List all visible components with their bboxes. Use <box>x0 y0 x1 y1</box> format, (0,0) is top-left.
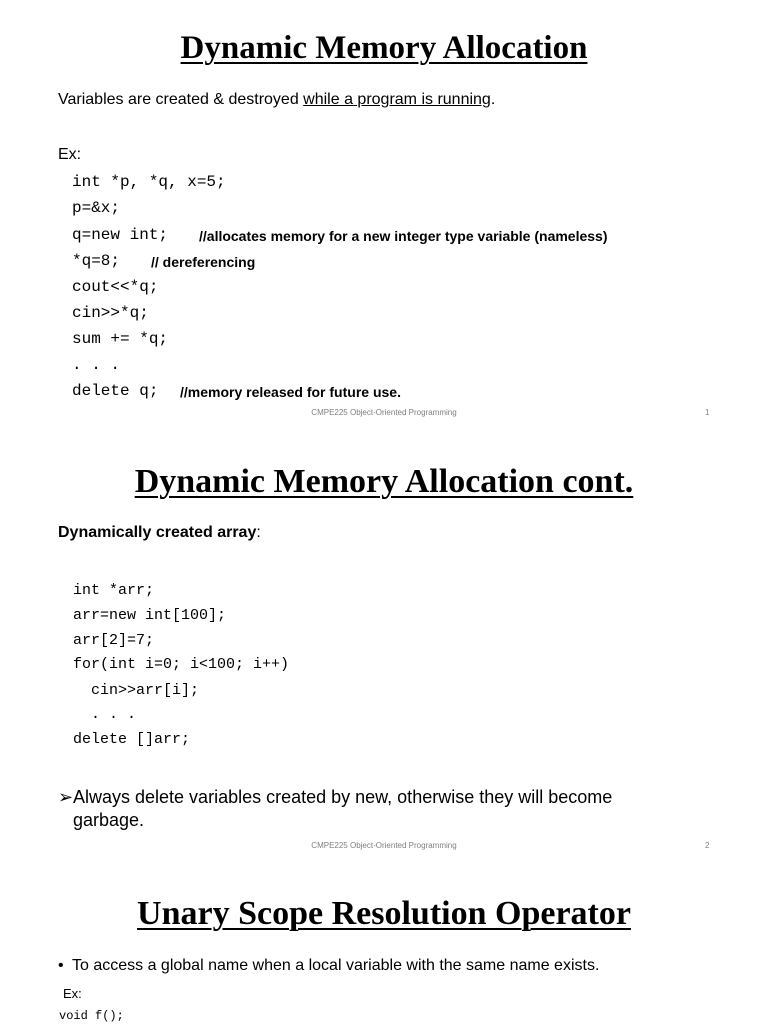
code-line: . . . <box>73 706 137 723</box>
code-line: int *p, *q, x=5; <box>72 173 226 191</box>
code-comment: //allocates memory for a new integer type variable (nameless) <box>199 228 608 244</box>
slide1-footer: CMPE225 Object-Oriented Programming <box>311 408 457 417</box>
slide3-bullet-symbol: • <box>58 957 64 974</box>
code-line: cin>>arr[i]; <box>73 682 200 699</box>
slide1-title: Dynamic Memory Allocation <box>180 30 588 66</box>
code-line: q=new int; <box>72 226 169 244</box>
subtitle-suffix: : <box>256 524 261 541</box>
code-line: . . . <box>72 356 121 374</box>
slide1-intro <box>58 91 495 109</box>
code-comment: //memory released for future use. <box>180 384 401 400</box>
slide3-title: Unary Scope Resolution Operator <box>137 895 631 932</box>
code-line: p=&x; <box>72 199 121 217</box>
code-line: *q=8; <box>72 252 121 270</box>
slide2-bullet-symbol: ➢ <box>58 787 74 807</box>
intro-suffix: . <box>490 91 496 108</box>
code-line: void f(); <box>59 1009 124 1023</box>
code-line: sum += *q; <box>72 330 169 348</box>
code-line: int *arr; <box>73 582 155 599</box>
code-line: delete []arr; <box>73 731 191 748</box>
slide1-page-number: 1 <box>705 408 710 417</box>
code-line: cin>>*q; <box>72 304 149 322</box>
slide2-title: Dynamic Memory Allocation cont. <box>134 463 634 500</box>
slide3-bullet-text: To access a global name when a local variable with the same name exists. <box>72 957 600 974</box>
code-line: for(int i=0; i<100; i++) <box>73 656 290 673</box>
code-line: arr=new int[100]; <box>73 607 227 624</box>
code-comment: // dereferencing <box>151 254 256 270</box>
slide2-subtitle <box>58 524 261 542</box>
intro-underlined: while a program is running <box>303 91 491 108</box>
subtitle-bold: Dynamically created array <box>58 524 257 541</box>
code-line: delete q; <box>72 382 159 400</box>
code-line: arr[2]=7; <box>73 632 155 649</box>
slide3-ex-label: Ex: <box>63 986 82 1001</box>
slide2-page-number: 2 <box>705 841 710 850</box>
code-line: cout<<*q; <box>72 278 159 296</box>
slide1-ex-label: Ex: <box>58 146 82 163</box>
slide2-bullet-line1: Always delete variables created by new, otherwise they will become <box>73 787 613 807</box>
intro-prefix: Variables are created & destroyed <box>58 91 304 108</box>
slide2-footer: CMPE225 Object-Oriented Programming <box>311 841 457 850</box>
slide2-bullet-line2: garbage. <box>73 810 145 830</box>
